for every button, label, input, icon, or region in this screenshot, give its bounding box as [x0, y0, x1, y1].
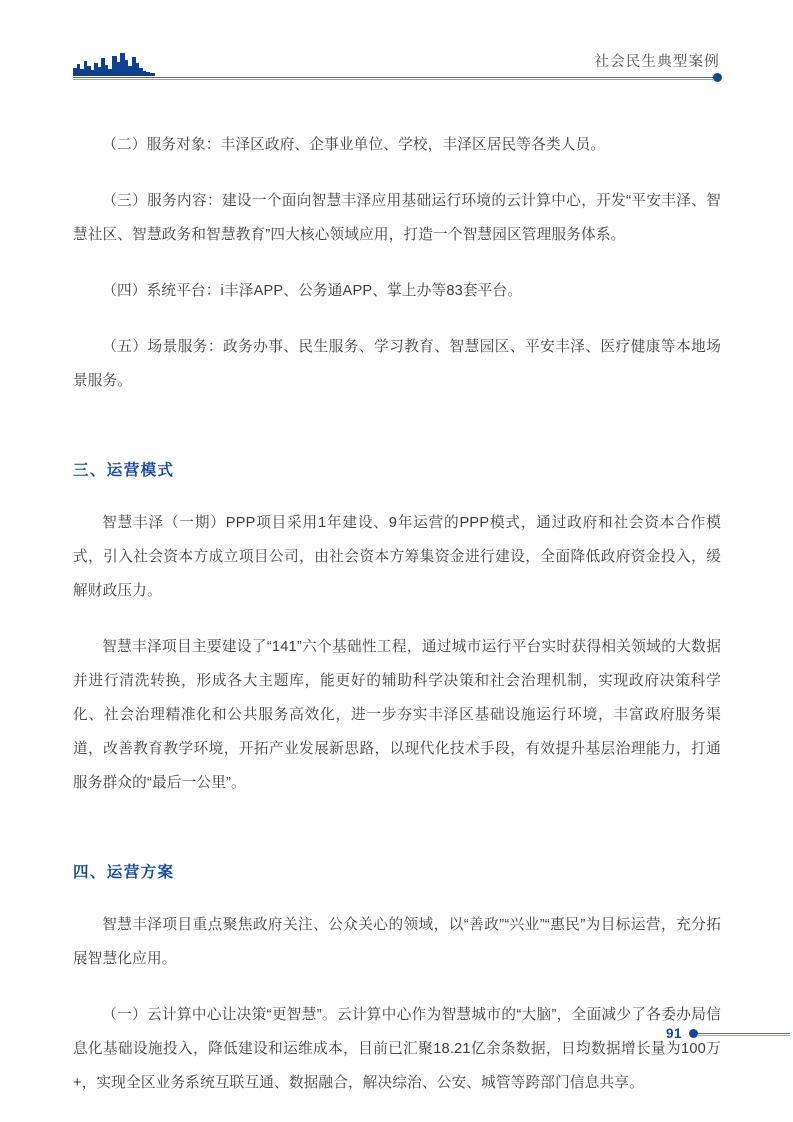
header-divider-line — [73, 77, 713, 78]
page-number: 91 — [665, 1026, 682, 1041]
city-skyline-logo — [73, 50, 155, 76]
spacer — [73, 484, 721, 506]
spacer — [73, 886, 721, 908]
page-footer — [0, 1007, 793, 1077]
footer-divider-line-secondary — [698, 1035, 790, 1036]
paragraph-scenario-service: （五）场景服务：政务办事、民生服务、学习教育、智慧园区、平安丰泽、医疗健康等本地场景服务。 — [73, 339, 721, 389]
document-body — [73, 128, 721, 1122]
spacer — [73, 822, 721, 860]
paragraph-service-audience: （二）服务对象：丰泽区政府、企事业单位、学校，丰泽区居民等各类人员。 — [102, 137, 606, 153]
page-header — [0, 0, 793, 96]
header-divider-line-secondary — [73, 79, 713, 80]
footer-divider-line — [698, 1033, 790, 1034]
paragraph-focus-areas: 智慧丰泽项目重点聚焦政府关注、公众关心的领域，以“善政”“兴业”“惠民”为目标运营，充分拓展智慧化应用。 — [73, 917, 721, 967]
header-title: 社会民生典型案例 — [594, 54, 720, 70]
paragraph-ppp-mode: 智慧丰泽（一期）PPP项目采用1年建设、9年运营的PPP模式，通过政府和社会资本合作模式，引入社会资本方成立项目公司，由社会资本方筹集资金进行建设，全面降低政府资金投入，缓解财政压力。 — [73, 515, 721, 599]
paragraph-service-content: （三）服务内容：建设一个面向智慧丰泽应用基础运行环境的云计算中心，开发“平安丰泽、智慧社区、智慧政务和智慧教育”四大核心领域应用，打造一个智慧园区管理服务体系。 — [73, 193, 721, 243]
footer-accent-dot-icon — [689, 1029, 698, 1038]
section-heading-operating-model: 三、运营模式 — [73, 462, 175, 479]
paragraph-141-project: 智慧丰泽项目主要建设了“141”六个基础性工程，通过城市运行平台实时获得相关领域的大数据并进行清洗转换，形成各大主题库，能更好的辅助科学决策和社会治理机制，实现政府决策科学化、社会治理精准化和公共服务高效化，进一步夯实丰泽区基础设施运行环境，丰富政府服务渠道，改善教育教学环境，开拓产业发展新思路，以现代化技术手段，有效提升基层治理能力，打通服务群众的“最后一公里”。 — [73, 639, 721, 791]
section-heading-operating-plan: 四、运营方案 — [73, 864, 175, 881]
header-accent-dot-icon — [713, 73, 722, 82]
paragraph-cloud-center: （一）云计算中心让决策“更智慧”。云计算中心作为智慧城市的“大脑”，全面减少了各委办局信息化基础设施投入，降低建设和运维成本，目前已汇聚18.21亿余条数据，日均数据增长量为100万+，实现全区业务系统互联互通、数据融合，解决综治、公安、城管等跨部门信息共享。 — [73, 1007, 721, 1091]
paragraph-system-platform: （四）系统平台：i丰泽APP、公务通APP、掌上办等83套平台。 — [102, 283, 523, 299]
spacer — [73, 420, 721, 458]
